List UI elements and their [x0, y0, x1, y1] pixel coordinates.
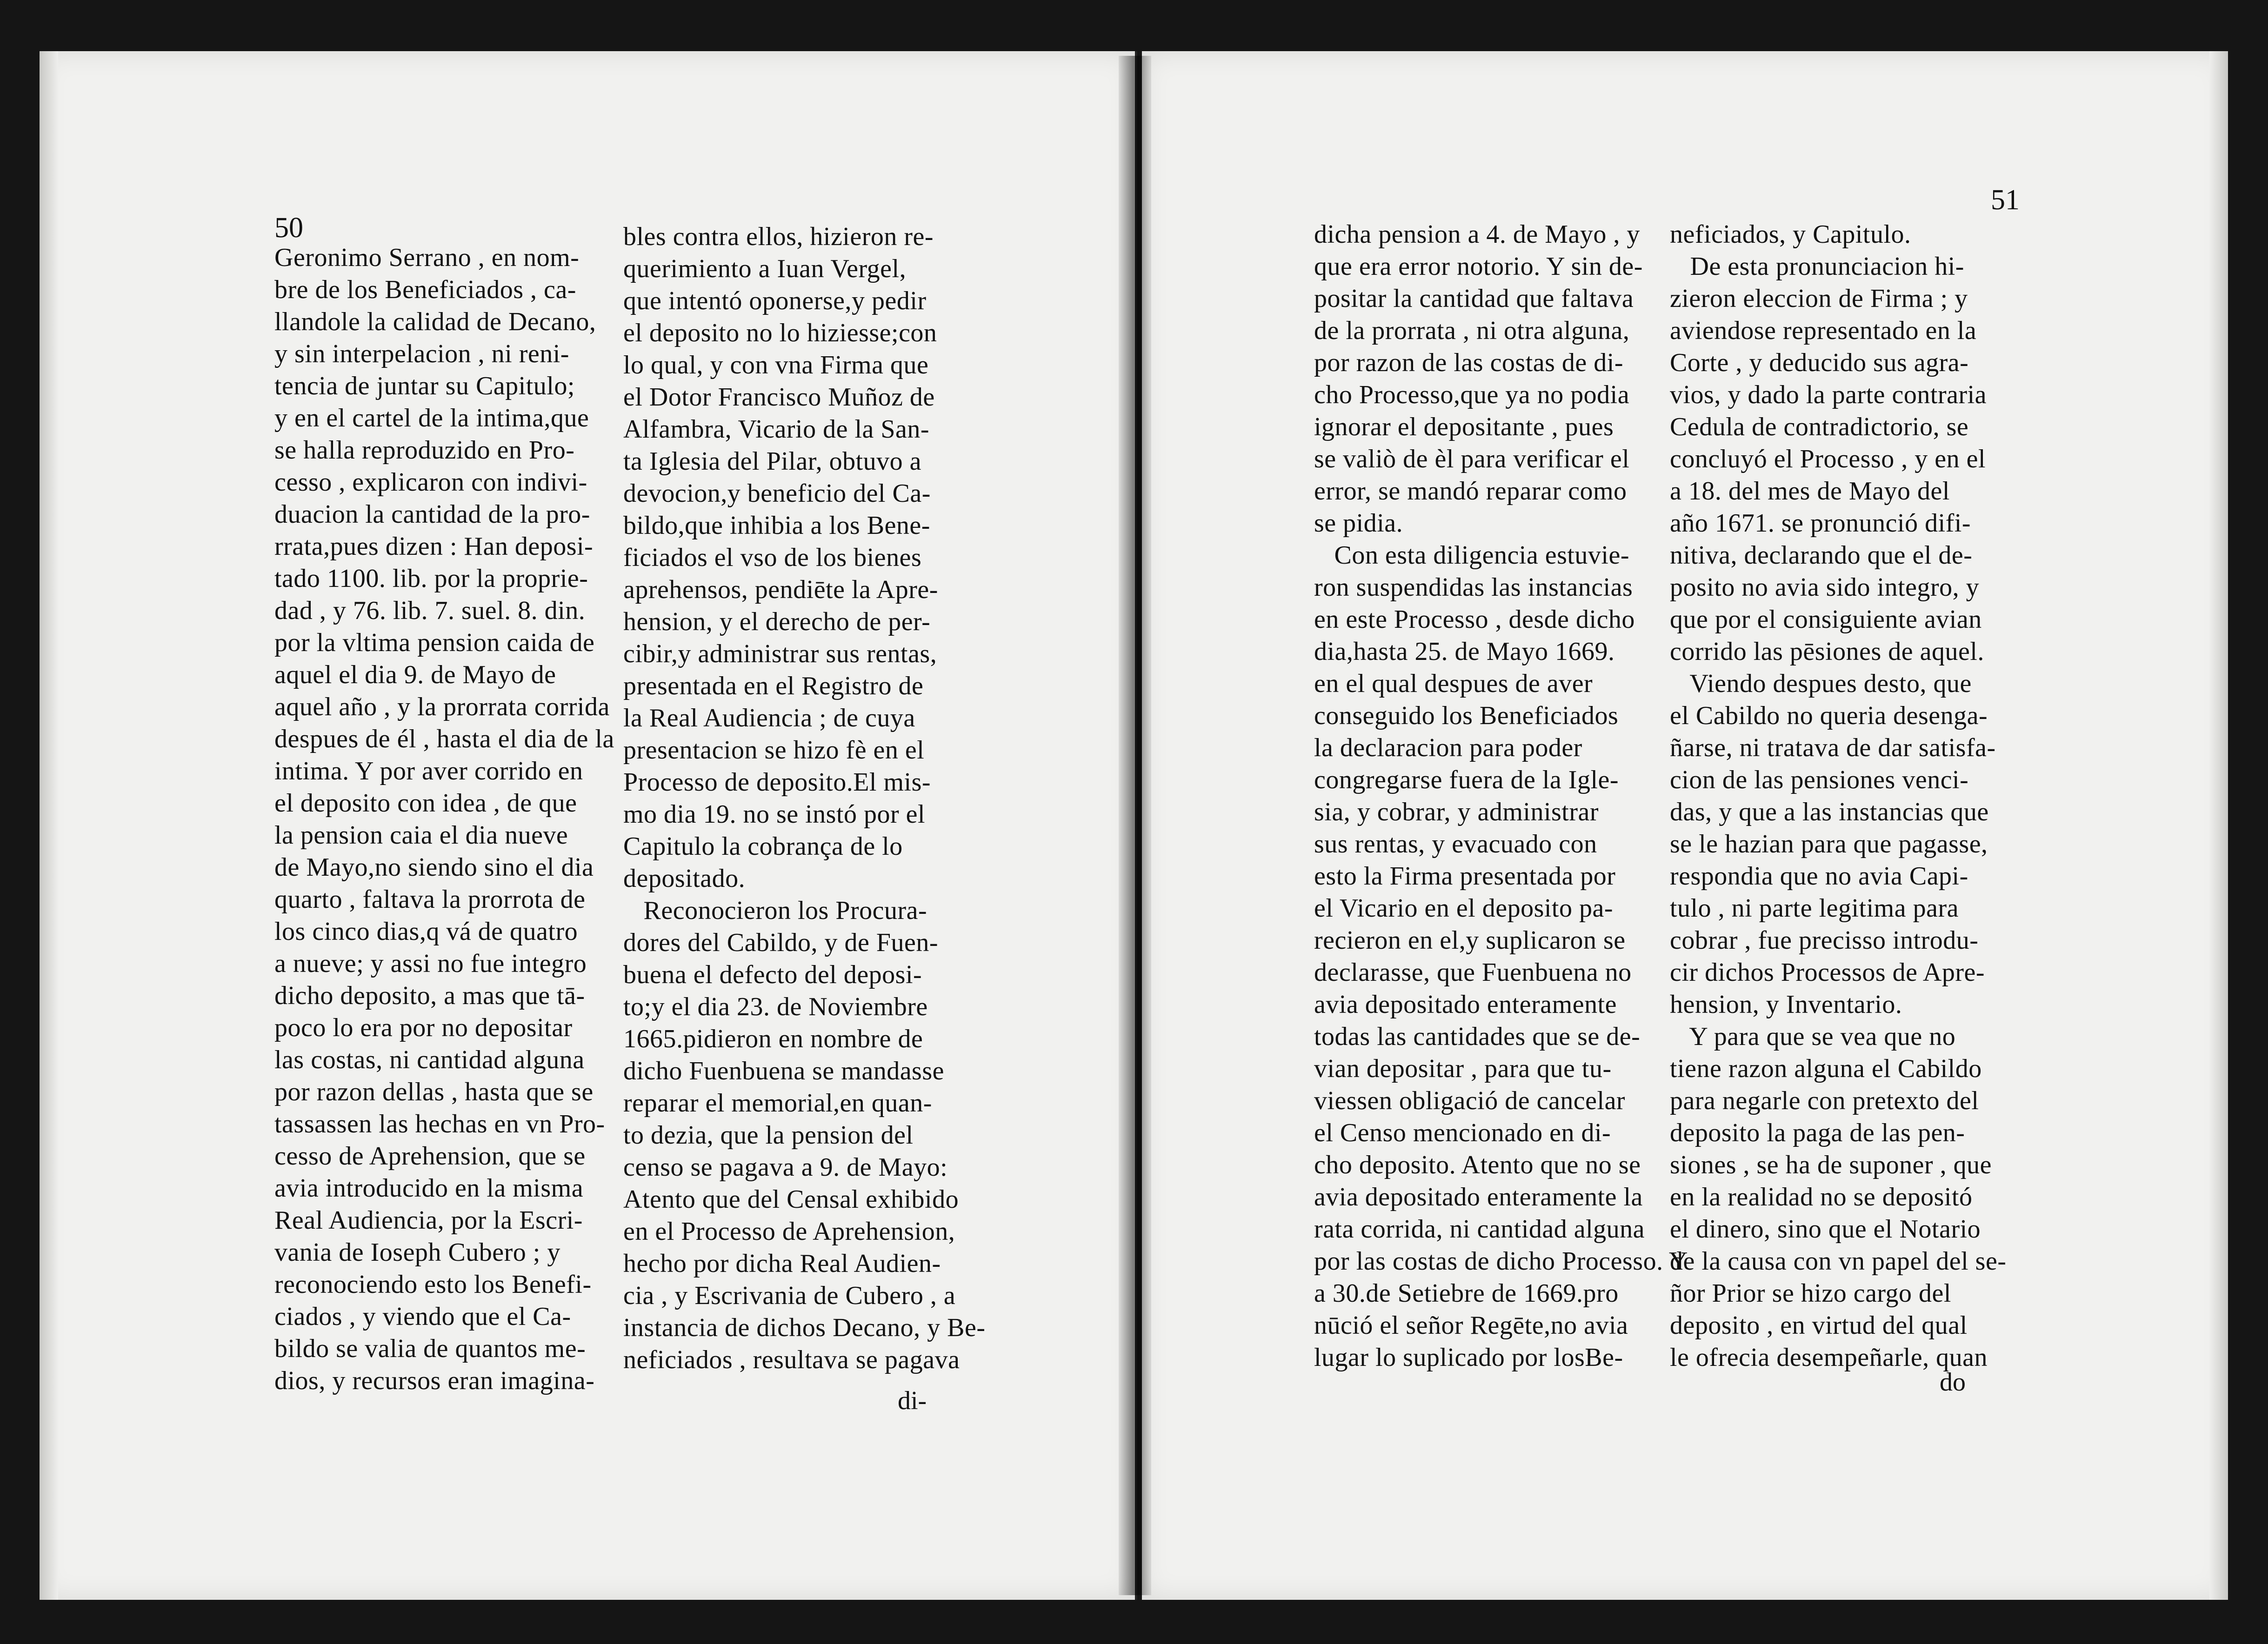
text-line: corrido las pēsiones de aquel.	[1670, 637, 1984, 666]
text-line: y en el cartel de la intima,que	[274, 404, 589, 433]
text-line: la Real Audiencia ; de cuya	[623, 704, 915, 732]
text-line: por las costas de dicho Processo. Y	[1314, 1247, 1688, 1276]
text-line: el deposito no lo hiziesse;con	[623, 319, 937, 347]
text-line: siones , se ha de suponer , que	[1670, 1151, 1992, 1179]
text-line: buena el defecto del deposi-	[623, 960, 922, 989]
text-line: De esta pronunciacion hi-	[1670, 252, 1964, 281]
text-line: quarto , faltava la prorrota de	[274, 885, 586, 914]
text-line: reparar el memorial,en quan-	[623, 1089, 932, 1118]
text-line: se pidia.	[1314, 509, 1403, 538]
text-line: la declaracion para poder	[1314, 733, 1582, 762]
text-line: le ofrecia desempeñarle, quan	[1670, 1343, 1988, 1372]
text-line: Reconocieron los Procura-	[623, 896, 927, 925]
catchword-left: di-	[898, 1386, 927, 1415]
text-line: intima. Y por aver corrido en	[274, 757, 583, 785]
text-line: Cedula de contradictorio, se	[1670, 413, 1969, 441]
text-line: lo qual, y con vna Firma que	[623, 351, 929, 379]
text-line: Corte , y deducido sus agra-	[1670, 348, 1969, 377]
text-line: se le hazian para que pagasse,	[1670, 830, 1988, 859]
text-line: despues de él , hasta el dia de la	[274, 725, 614, 753]
text-line: poco lo era por no depositar	[274, 1013, 573, 1042]
text-line: vian depositar , para que tu-	[1314, 1054, 1612, 1083]
text-line: tiene razon alguna el Cabildo	[1670, 1054, 1982, 1083]
text-line: bre de los Beneficiados , ca-	[274, 275, 576, 304]
text-line: Capitulo la cobrança de lo	[623, 832, 903, 861]
text-line: el dinero, sino que el Notario	[1670, 1215, 1981, 1244]
text-line: ñarse, ni tratava de dar satisfa-	[1670, 733, 1996, 762]
text-line: ciados , y viendo que el Ca-	[274, 1302, 571, 1331]
text-line: 1665.pidieron en nombre de	[623, 1025, 923, 1053]
text-line: mo dia 19. no se instó por el	[623, 800, 926, 829]
text-line: aviendose representado en la	[1670, 316, 1977, 345]
text-line: los cinco dias,q vá de quatro	[274, 917, 578, 946]
text-line: hension, y Inventario.	[1670, 990, 1902, 1019]
text-line: nitiva, declarando que el de-	[1670, 541, 1973, 570]
text-line: cibir,y administrar sus rentas,	[623, 639, 937, 668]
text-line: conseguido los Beneficiados	[1314, 701, 1619, 730]
text-line: Atento que del Censal exhibido	[623, 1185, 959, 1214]
text-line: duacion la cantidad de la pro-	[274, 500, 590, 529]
text-line: reconociendo esto los Benefi-	[274, 1270, 592, 1299]
text-line: censo se pagava a 9. de Mayo:	[623, 1153, 948, 1182]
text-line: posito no avia sido integro, y	[1670, 573, 1980, 602]
text-line: tado 1100. lib. por la proprie-	[274, 564, 588, 593]
text-line: querimiento a Iuan Vergel,	[623, 254, 907, 283]
text-line: depositado.	[623, 864, 746, 893]
text-line: deposito la paga de las pen-	[1670, 1118, 1965, 1147]
text-line: se valiò de èl para verificar el	[1314, 445, 1630, 473]
text-line: ñor Prior se hizo cargo del	[1670, 1279, 1951, 1308]
text-line: dad , y 76. lib. 7. suel. 8. din.	[274, 596, 586, 625]
text-line: cesso , explicaron con indivi-	[274, 468, 587, 497]
text-line: aprehensos, pendiēte la Apre-	[623, 575, 938, 604]
text-line: que por el consiguiente avian	[1670, 605, 1982, 634]
text-line: Viendo despues desto, que	[1670, 669, 1972, 698]
text-line: por razon de las costas de di-	[1314, 348, 1623, 377]
right-page-edge	[2209, 51, 2228, 1600]
text-line: todas las cantidades que se de-	[1314, 1022, 1641, 1051]
text-line: esto la Firma presentada por	[1314, 862, 1616, 891]
left-page-edge	[40, 51, 58, 1600]
text-line: por la vltima pension caida de	[274, 628, 595, 657]
text-line: las costas, ni cantidad alguna	[274, 1045, 585, 1074]
text-line: hension, y el derecho de per-	[623, 607, 931, 636]
text-line: y sin interpelacion , ni reni-	[274, 339, 569, 368]
text-line: recieron en el,y suplicaron se	[1314, 926, 1626, 955]
text-line: la pension caia el dia nueve	[274, 821, 568, 850]
text-line: Y para que se vea que no	[1670, 1022, 1956, 1051]
text-line: neficiados, y Capitulo.	[1670, 220, 1911, 249]
text-line: llandole la calidad de Decano,	[274, 307, 596, 336]
text-line: ron suspendidas las instancias	[1314, 573, 1633, 602]
text-line: Alfambra, Vicario de la San-	[623, 415, 930, 444]
text-line: bles contra ellos, hizieron re-	[623, 222, 934, 251]
text-line: congregarse fuera de la Igle-	[1314, 765, 1619, 794]
text-line: aquel año , y la prorrata corrida	[274, 692, 610, 721]
text-line: a 30.de Setiebre de 1669.pro	[1314, 1279, 1619, 1308]
text-line: cia , y Escrivania de Cubero , a	[623, 1281, 956, 1310]
text-line: para negarle con pretexto del	[1670, 1086, 1979, 1115]
text-line: rata corrida, ni cantidad alguna	[1314, 1215, 1645, 1244]
page-number-right: 51	[1991, 184, 2020, 216]
text-line: avia depositado enteramente	[1314, 990, 1617, 1019]
text-line: cobrar , fue precisso introdu-	[1670, 926, 1979, 955]
text-line: Real Audiencia, por la Escri-	[274, 1206, 583, 1235]
text-line: ficiados el vso de los bienes	[623, 543, 922, 572]
text-line: año 1671. se pronunció difi-	[1670, 509, 1971, 538]
left-column-1	[274, 242, 614, 1397]
text-line: to;y el dia 23. de Noviembre	[623, 992, 928, 1021]
text-line: positar la cantidad que faltava	[1314, 284, 1634, 313]
text-line: cir dichos Processos de Apre-	[1670, 958, 1985, 987]
text-line: cho Processo,que ya no podia	[1314, 380, 1630, 409]
text-line: zieron eleccion de Firma ; y	[1670, 284, 1968, 313]
text-line: dia,hasta 25. de Mayo 1669.	[1314, 637, 1615, 666]
text-line: sia, y cobrar, y administrar	[1314, 798, 1599, 826]
page-number-left: 50	[274, 212, 303, 244]
text-line: el deposito con idea , de que	[274, 789, 577, 818]
text-line: a 18. del mes de Mayo del	[1670, 477, 1950, 506]
text-line: el Dotor Francisco Muñoz de	[623, 383, 935, 412]
text-line: tulo , ni parte legitima para	[1670, 894, 1959, 923]
text-line: cesso de Aprehension, que se	[274, 1142, 586, 1171]
text-line: ignorar el depositante , pues	[1314, 413, 1614, 441]
text-line: vios, y dado la parte contraria	[1670, 380, 1987, 409]
text-line: en este Processo , desde dicho	[1314, 605, 1635, 634]
text-line: dicho Fuenbuena se mandasse	[623, 1057, 944, 1085]
text-line: lugar lo suplicado por losBe-	[1314, 1343, 1623, 1372]
text-line: vania de Ioseph Cubero ; y	[274, 1238, 560, 1267]
text-line: ta Iglesia del Pilar, obtuvo a	[623, 447, 922, 476]
text-line: que intentó oponerse,y pedir	[623, 286, 927, 315]
text-line: el Censo mencionado en di-	[1314, 1118, 1611, 1147]
text-line: a nueve; y assi no fue integro	[274, 949, 587, 978]
text-line: bildo se valia de quantos me-	[274, 1334, 586, 1363]
text-line: cion de las pensiones venci-	[1670, 765, 1969, 794]
text-line: en la realidad no se depositó	[1670, 1183, 1973, 1211]
left-column-2	[623, 221, 985, 1376]
text-line: por razon dellas , hasta que se	[274, 1078, 594, 1106]
text-line: dores del Cabildo, y de Fuen-	[623, 928, 939, 957]
text-line: de Mayo,no siendo sino el dia	[274, 853, 594, 882]
text-line: dicha pension a 4. de Mayo , y	[1314, 220, 1640, 249]
text-line: el Vicario en el deposito pa-	[1314, 894, 1613, 923]
book-gutter	[1119, 56, 1151, 1595]
text-line: presentada en el Registro de	[623, 672, 924, 700]
text-line: Con esta diligencia estuvie-	[1314, 541, 1629, 570]
text-line: error, se mandó reparar como	[1314, 477, 1627, 506]
text-line: concluyó el Processo , y en el	[1670, 445, 1986, 473]
text-line: avia introducido en la misma	[274, 1174, 584, 1203]
text-line: declarasse, que Fuenbuena no	[1314, 958, 1632, 987]
text-line: avia depositado enteramente la	[1314, 1183, 1643, 1211]
text-line: deposito , en virtud del qual	[1670, 1311, 1968, 1340]
text-line: das, y que a las instancias que	[1670, 798, 1989, 826]
text-line: devocion,y beneficio del Ca-	[623, 479, 931, 508]
text-line: Geronimo Serrano , en nom-	[274, 243, 580, 272]
text-line: rrata,pues dizen : Han deposi-	[274, 532, 594, 561]
text-line: tassassen las hechas en vn Pro-	[274, 1110, 605, 1138]
text-line: hecho por dicha Real Audien-	[623, 1249, 941, 1278]
text-line: de la prorrata , ni otra alguna,	[1314, 316, 1630, 345]
text-line: to dezia, que la pension del	[623, 1121, 914, 1150]
text-line: en el Processo de Aprehension,	[623, 1217, 955, 1246]
text-line: viessen obligació de cancelar	[1314, 1086, 1626, 1115]
text-line: en el qual despues de aver	[1314, 669, 1593, 698]
text-line: respondia que no avia Capi-	[1670, 862, 1968, 891]
right-column-2	[1670, 219, 2006, 1374]
text-line: presentacion se hizo fè en el	[623, 736, 925, 765]
text-line: dicho deposito, a mas que tā-	[274, 981, 585, 1010]
text-line: sus rentas, y evacuado con	[1314, 830, 1597, 859]
text-line: el Cabildo no queria desenga-	[1670, 701, 1988, 730]
text-line: dios, y recursos eran imagina-	[274, 1366, 595, 1395]
text-line: aquel el dia 9. de Mayo de	[274, 660, 556, 689]
text-line: nūció el señor Regēte,no avia	[1314, 1311, 1628, 1340]
right-column-1	[1314, 219, 1688, 1374]
text-line: cho deposito. Atento que no se	[1314, 1151, 1641, 1179]
text-line: se halla reproduzido en Pro-	[274, 436, 575, 465]
text-line: instancia de dichos Decano, y Be-	[623, 1313, 986, 1342]
text-line: bildo,que inhibia a los Bene-	[623, 511, 930, 540]
catchword-right: do	[1940, 1368, 1966, 1397]
text-line: de la causa con vn papel del se-	[1670, 1247, 2007, 1276]
text-line: que era error notorio. Y sin de-	[1314, 252, 1643, 281]
text-line: Processo de deposito.El mis-	[623, 768, 931, 797]
text-line: neficiados , resultava se pagava	[623, 1345, 960, 1374]
text-line: tencia de juntar su Capitulo;	[274, 372, 575, 400]
